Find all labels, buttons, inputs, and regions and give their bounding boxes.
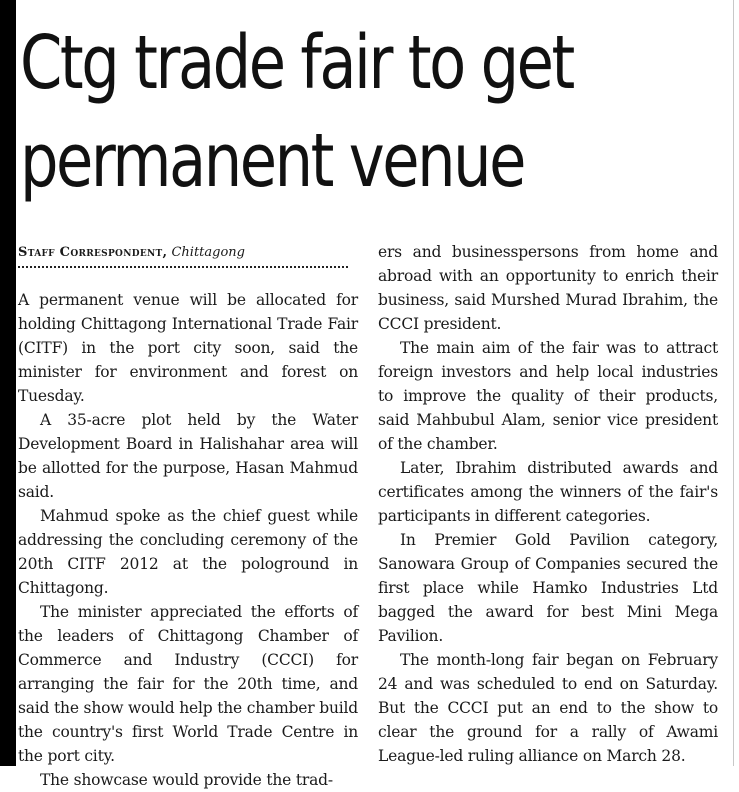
paragraph: ers and businesspersons from home and abroad with an opportunity to enrich their business, said Murshed Murad Ibrahim, the CCCI president. xyxy=(378,243,718,333)
byline-location: Chittagong xyxy=(171,245,246,260)
headline xyxy=(20,14,602,210)
byline-author: Staff Correspondent, xyxy=(18,245,168,260)
paragraph: Mahmud spoke as the chief guest while addressing the concluding ceremony of the 20th CITF 2012 at the pologround in Chittagong. xyxy=(18,507,358,597)
right-column-rule xyxy=(733,0,734,766)
paragraph: The month-long fair began on February 24 and was scheduled to end on Saturday. But the CCCI put an end to the show to clear the ground for a rally of Awami League-led ruling alliance on March 28. xyxy=(378,651,718,765)
paragraph: A permanent venue will be allocated for holding Chittagong International Trade Fair (CITF) in the port city soon, said the minister for environment and forest on Tuesday. xyxy=(18,291,358,405)
paragraph: The main aim of the fair was to attract foreign investors and help local industries to improve the quality of their products, said Mahbubul Alam, senior vice president of the chamber. xyxy=(378,339,718,453)
paragraph: The minister appreciated the efforts of the leaders of Chittagong Chamber of Commerce and Industry (CCCI) for arranging the fair for the 20th time, and said the show would help the chamber build the country's first World Trade Centre in the port city. xyxy=(18,603,358,765)
article-column-1 xyxy=(18,288,358,792)
paragraph: In Premier Gold Pavilion category, Sanowara Group of Companies secured the first place while Hamko Industries Ltd bagged the award for best Mini Mega Pavilion. xyxy=(378,531,718,645)
paragraph: Later, Ibrahim distributed awards and certificates among the winners of the fair's participants in different categories. xyxy=(378,459,718,525)
byline-dotted-rule xyxy=(18,266,348,268)
paragraph: The showcase would provide the trad- xyxy=(40,771,333,789)
byline xyxy=(18,245,358,261)
headline-line-2: permanent venue xyxy=(20,118,524,204)
headline-line-1: Ctg trade fair to get xyxy=(20,20,573,106)
article-column-2 xyxy=(378,240,718,768)
left-margin-bar xyxy=(0,0,16,766)
paragraph: A 35-acre plot held by the Water Development Board in Halishahar area will be allotted for the purpose, Hasan Mahmud said. xyxy=(18,411,358,501)
